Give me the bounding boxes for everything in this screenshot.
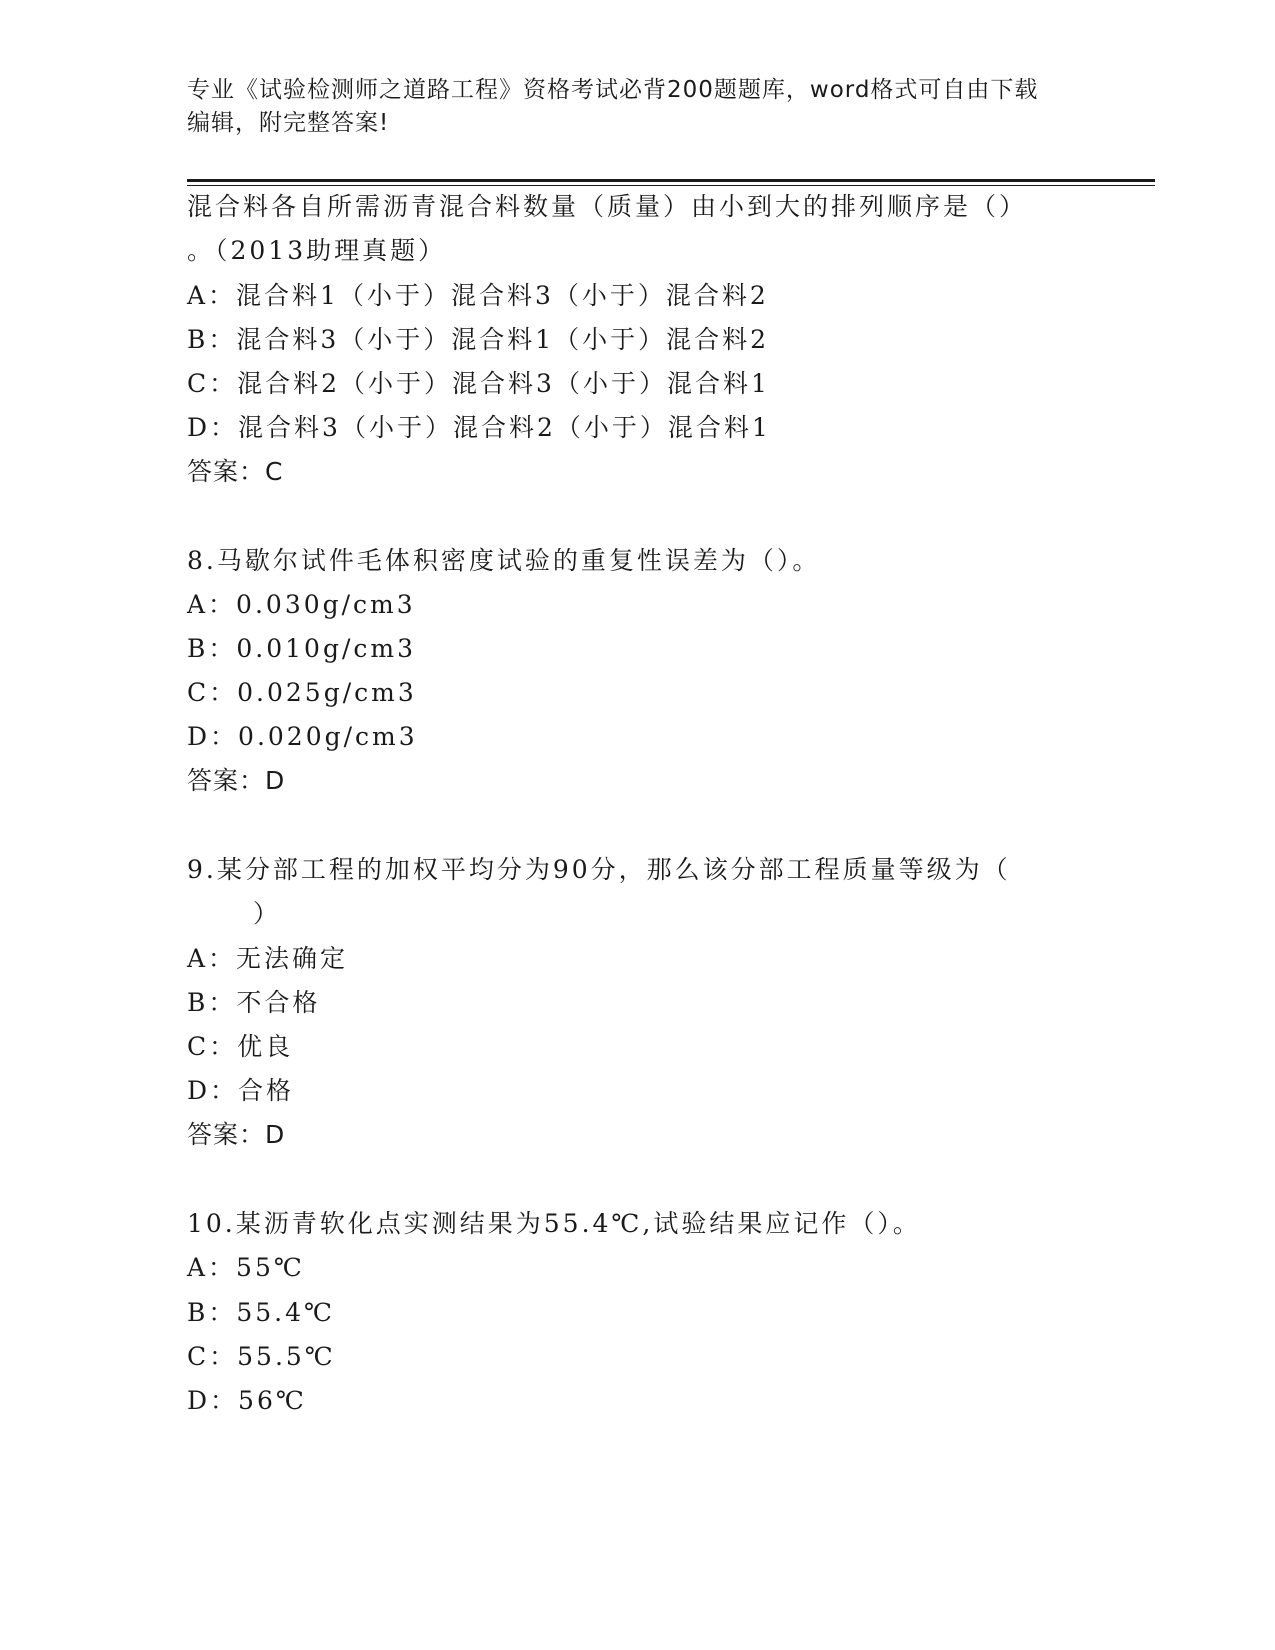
q9-option-a: A：无法确定 <box>187 944 349 973</box>
q7-stem-line-2: 。（2013助理真题） <box>187 236 447 265</box>
header-line-1: 专业《试验检测师之道路工程》资格考试必背200题题库，word格式可自由下载 <box>187 77 1039 103</box>
q8-answer: 答案：D <box>187 766 286 795</box>
q9-option-c: C：优良 <box>187 1032 294 1061</box>
q7-answer: 答案：C <box>187 457 284 486</box>
q9-option-b: B：不合格 <box>187 988 321 1017</box>
q10-option-a: A：55℃ <box>187 1253 305 1282</box>
q8-option-a: A：0.030g/cm3 <box>187 590 416 619</box>
header-line-2: 编辑，附完整答案! <box>187 110 390 136</box>
q10-stem: 10.某沥青软化点实测结果为55.4℃,试验结果应记作（）。 <box>187 1209 921 1238</box>
q10-option-c: C：55.5℃ <box>187 1342 336 1371</box>
q8-option-b: B：0.010g/cm3 <box>187 634 416 663</box>
q9-answer: 答案：D <box>187 1120 286 1149</box>
document-header <box>187 74 1067 140</box>
q10-option-d: D：56℃ <box>187 1386 307 1415</box>
q7-option-d: D：混合料3（小于）混合料2（小于）混合料1 <box>187 413 771 442</box>
q9-stem-line-2: ） <box>253 899 282 928</box>
q9-option-d: D：合格 <box>187 1076 295 1105</box>
q7-option-b: B：混合料3（小于）混合料1（小于）混合料2 <box>187 325 770 354</box>
q8-option-d: D：0.020g/cm3 <box>187 722 418 751</box>
header-divider-thin <box>187 185 1155 186</box>
q7-option-c: C：混合料2（小于）混合料3（小于）混合料1 <box>187 369 770 398</box>
header-divider-thick <box>187 179 1155 182</box>
q7-option-a: A：混合料1（小于）混合料3（小于）混合料2 <box>187 281 769 310</box>
q7-stem-line-1: 混合料各自所需沥青混合料数量（质量）由小到大的排列顺序是（） <box>187 192 1028 221</box>
q9-stem-line-1: 9.某分部工程的加权平均分为90分，那么该分部工程质量等级为（ <box>187 855 1011 884</box>
q8-stem: 8.马歇尔试件毛体积密度试验的重复性误差为（）。 <box>187 546 821 575</box>
q10-option-b: B：55.4℃ <box>187 1298 336 1327</box>
q8-option-c: C：0.025g/cm3 <box>187 678 417 707</box>
